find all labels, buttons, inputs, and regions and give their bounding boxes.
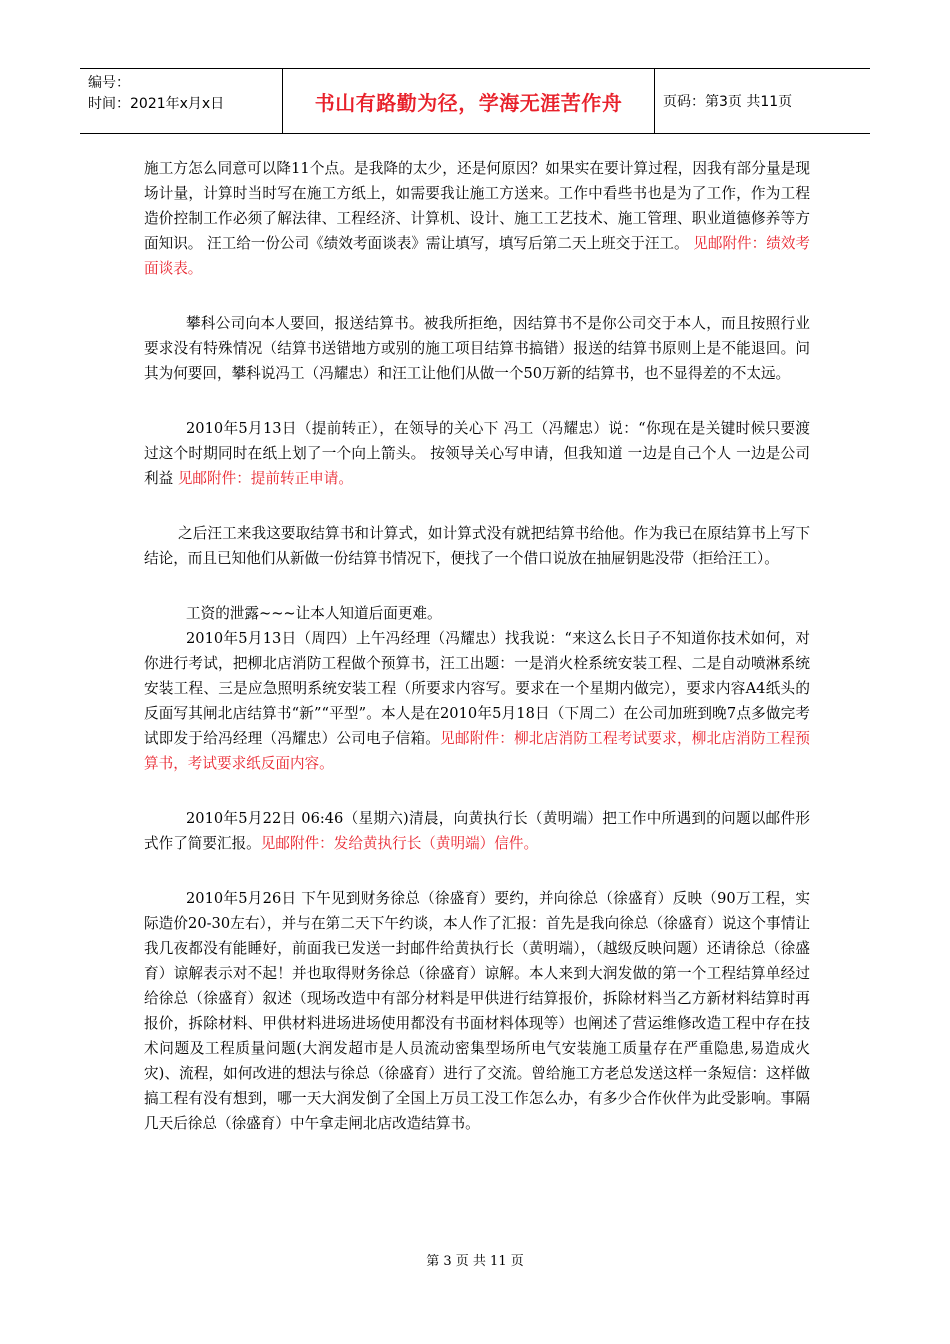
paragraph: 2010年5月13日（提前转正），在领导的关心下 冯工（冯耀忠）说：“你现在是关键时候只要渡过这个时期同时在纸上划了一个向上箭头。 按领导关心写申请，但我知道 一边是自己个人 一边是公司利益 见邮附件：提前转正申请。 <box>144 420 810 487</box>
paragraph: 工资的泄露~~~让本人知道后面更难。 <box>186 605 442 622</box>
attachment-note: 见邮附件：绩效考面谈表。 <box>144 235 811 277</box>
paragraph: 攀科公司向本人要回，报送结算书。被我所拒绝，因结算书不是你公司交于本人，而且按照行业要求没有特殊情况（结算书送错地方或别的施工项目结算书搞错）报送的结算书原则上是不能退回。问其为何要回，攀科说冯工（冯耀忠）和汪工让他们从做一个50万新的结算书，也不显得差的不太远。 <box>144 315 810 382</box>
document-number-label: 编号： <box>88 75 130 91</box>
document-body <box>144 156 810 1136</box>
paragraph: 2010年5月13日（周四）上午冯经理（冯耀忠）找我说：“来这么长日子不知道你技术如何，对你进行考试，把柳北店消防工程做个预算书，汪工出题：一是消火栓系统安装工程、二是自动喷淋系统安装工程、三是应急照明系统安装工程（所要求内容写。要求在一个星期内做完），要求内容A4纸头的反面写其闸北店结算书“新”“平型”。本人是在2010年5月18日（下周二）在公司加班到晚7点多做完考试即发于给冯经理（冯耀忠）公司电子信箱。见邮附件：柳北店消防工程考试要求，柳北店消防工程预算书，考试要求纸反面内容。 <box>144 630 810 772</box>
page-footer: 第 3 页 共 11 页 <box>426 1254 524 1269</box>
header-motto: 书山有路勤为径，学海无涯苦作舟 <box>314 90 623 115</box>
paragraph: 之后汪工来我这要取结算书和计算式，如计算式没有就把结算书给他。作为我已在原结算书上写下结论，而且已知他们从新做一份结算书情况下，便找了一个借口说放在抽屉钥匙没带（拒给汪工）。 <box>144 525 810 567</box>
paragraph: 2010年5月26日 下午见到财务徐总（徐盛育）要约，并向徐总（徐盛育）反映（90万工程，实际造价20-30左右），并与在第二天下午约谈，本人作了汇报：首先是我向徐总（徐盛育）说这个事情让我几夜都没有能睡好，前面我已发送一封邮件给黄执行长（黄明端），（越级反映问题）还请徐总（徐盛育）谅解表示对不起！并也取得财务徐总（徐盛育）谅解。本人来到大润发做的第一个工程结算单经过给徐总（徐盛育）叙述（现场改造中有部分材料是甲供进行结算报价，拆除材料当乙方新材料结算时再报价，拆除材料、甲供材料进场进场使用都没有书面材料体现等）也阐述了营运维修改造工程中存在技术问题及工程质量问题(大润发超市是人员流动密集型场所电气安装施工质量存在严重隐患,易造成火灾)、流程，如何改进的想法与徐总（徐盛育）进行了交流。曾给施工方老总发送这样一条短信：这样做搞工程有没有想到，哪一天大润发倒了全国上万员工没工作怎么办，有多少合作伙伴为此受影响。事隔几天后徐总（徐盛育）中午拿走闸北店改造结算书。 <box>144 890 810 1132</box>
header-page-cell <box>655 69 870 133</box>
header-motto-cell <box>282 69 655 133</box>
document-date-label: 时间：2021年x月x日 <box>88 96 225 112</box>
header-meta <box>80 69 282 133</box>
paragraph: 2010年5月22日 06:46（星期六)清晨，向黄执行长（黄明端）把工作中所遇到的问题以邮件形式作了简要汇报。见邮附件：发给黄执行长（黄明端）信件。 <box>144 810 810 852</box>
attachment-note: 见邮附件：发给黄执行长（黄明端）信件。 <box>260 835 539 852</box>
paragraph: 施工方怎么同意可以降11个点。是我降的太少，还是何原因？如果实在要计算过程，因我有部分量是现场计量，计算时当时写在施工方纸上，如需要我让施工方送来。工作中看些书也是为了工作，作为工程造价控制工作必须了解法律、工程经济、计算机、设计、施工工艺技术、施工管理、职业道德修养等方面知识。 汪工给一份公司《绩效考面谈表》需让填写，填写后第二天上班交于汪工。 见邮附件：绩效考面谈表。 <box>144 160 811 277</box>
page-header <box>80 68 870 134</box>
header-page-number: 页码：第3页 共11页 <box>663 94 793 110</box>
attachment-note: 见邮附件：提前转正申请。 <box>177 470 353 487</box>
attachment-note: 见邮附件：柳北店消防工程考试要求，柳北店消防工程预算书，考试要求纸反面内容。 <box>144 730 810 772</box>
